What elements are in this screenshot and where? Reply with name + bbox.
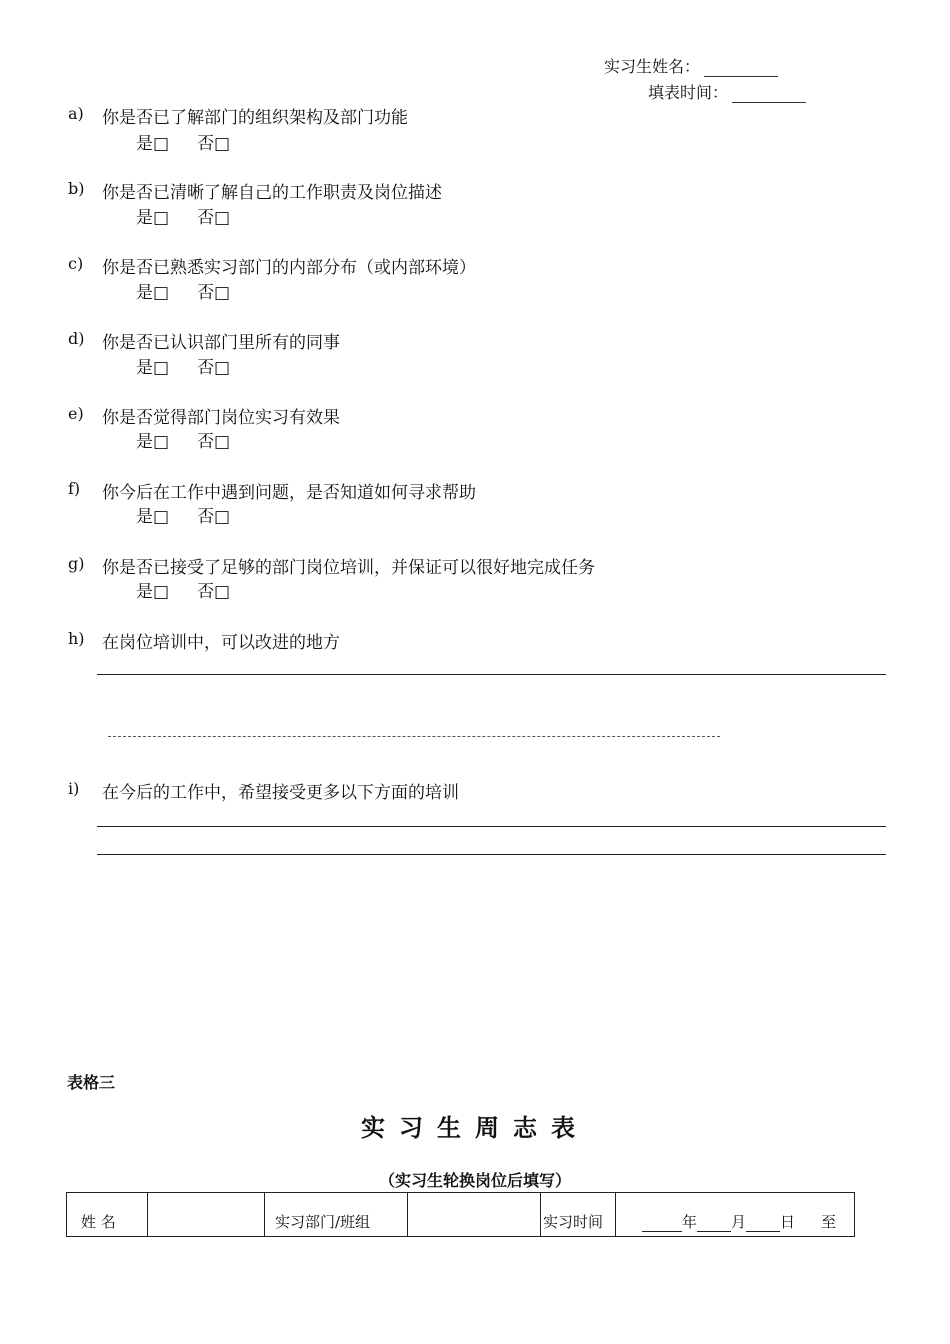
fill-time-label: 填表时间： bbox=[648, 83, 729, 102]
name-value-cell[interactable] bbox=[148, 1193, 265, 1237]
dept-label-cell bbox=[265, 1193, 408, 1237]
question-d-options bbox=[136, 353, 258, 378]
year-field[interactable] bbox=[642, 1217, 682, 1232]
question-g-no[interactable]: 否□ bbox=[197, 582, 231, 602]
form-subtitle: （实习生轮换岗位后填写） bbox=[378, 1171, 571, 1190]
question-a-text: 你是否已了解部门的组织架构及部门功能 bbox=[102, 108, 408, 128]
intern-name-label: 实习生姓名： bbox=[604, 57, 701, 76]
month-field[interactable] bbox=[697, 1217, 731, 1232]
question-a-label: a) bbox=[68, 104, 84, 123]
question-h-text: 在岗位培训中，可以改进的地方 bbox=[102, 633, 340, 653]
time-label-cell bbox=[541, 1193, 616, 1237]
form-title: 实习生周志表 bbox=[361, 1114, 589, 1142]
question-c-no[interactable]: 否□ bbox=[197, 283, 231, 303]
year-label: 年 bbox=[682, 1213, 698, 1231]
question-c-text: 你是否已熟悉实习部门的内部分布（或内部环境） bbox=[102, 258, 476, 278]
question-e-no[interactable]: 否□ bbox=[197, 432, 231, 452]
answer-line-h-2[interactable] bbox=[108, 736, 720, 737]
question-b-options bbox=[136, 203, 258, 228]
question-e-label: e) bbox=[68, 404, 84, 423]
question-a-no[interactable]: 否□ bbox=[197, 134, 231, 154]
question-f-text: 你今后在工作中遇到问题，是否知道如何寻求帮助 bbox=[102, 483, 476, 503]
day-field[interactable] bbox=[746, 1217, 780, 1232]
question-f-label: f) bbox=[68, 479, 81, 498]
dept-label: 实习部门/班组 bbox=[275, 1213, 371, 1231]
name-label-cell bbox=[67, 1193, 148, 1237]
fill-time-row bbox=[648, 80, 806, 103]
table-row bbox=[67, 1193, 855, 1237]
answer-line-i-1[interactable] bbox=[97, 826, 886, 827]
question-c-yes[interactable]: 是□ bbox=[136, 283, 170, 303]
question-g-yes[interactable]: 是□ bbox=[136, 582, 170, 602]
question-f-no[interactable]: 否□ bbox=[197, 507, 231, 527]
question-g-text: 你是否已接受了足够的部门岗位培训，并保证可以很好地完成任务 bbox=[102, 558, 595, 578]
dept-value-cell[interactable] bbox=[408, 1193, 541, 1237]
intern-name-field[interactable] bbox=[704, 62, 778, 77]
question-g-options bbox=[136, 577, 258, 602]
question-d-text: 你是否已认识部门里所有的同事 bbox=[102, 333, 340, 353]
question-f-options bbox=[136, 502, 258, 527]
form-label: 表格三 bbox=[67, 1073, 116, 1092]
question-h-label: h) bbox=[68, 629, 85, 648]
intern-info-table bbox=[66, 1192, 855, 1237]
time-label: 实习时间 bbox=[543, 1213, 604, 1231]
time-value-cell[interactable] bbox=[616, 1193, 855, 1237]
fill-time-field[interactable] bbox=[732, 88, 806, 103]
question-b-yes[interactable]: 是□ bbox=[136, 208, 170, 228]
question-d-no[interactable]: 否□ bbox=[197, 358, 231, 378]
question-g-label: g) bbox=[68, 554, 85, 573]
question-c-options bbox=[136, 278, 258, 303]
question-e-options bbox=[136, 427, 258, 452]
question-i-text: 在今后的工作中，希望接受更多以下方面的培训 bbox=[102, 783, 459, 803]
question-i-label: i) bbox=[68, 779, 80, 798]
question-f-yes[interactable]: 是□ bbox=[136, 507, 170, 527]
question-b-text: 你是否已清晰了解自己的工作职责及岗位描述 bbox=[102, 183, 442, 203]
day-label: 日 bbox=[780, 1213, 796, 1231]
question-a-yes[interactable]: 是□ bbox=[136, 134, 170, 154]
answer-line-i-2[interactable] bbox=[97, 854, 886, 855]
name-label: 姓 名 bbox=[81, 1213, 116, 1231]
question-a-options bbox=[136, 129, 258, 154]
question-c-label: c) bbox=[68, 254, 84, 273]
to-label: 至 bbox=[821, 1213, 837, 1231]
question-b-label: b) bbox=[68, 179, 85, 198]
question-d-label: d) bbox=[68, 329, 85, 348]
question-e-yes[interactable]: 是□ bbox=[136, 432, 170, 452]
month-label: 月 bbox=[731, 1213, 747, 1231]
question-b-no[interactable]: 否□ bbox=[197, 208, 231, 228]
question-e-text: 你是否觉得部门岗位实习有效果 bbox=[102, 408, 340, 428]
question-d-yes[interactable]: 是□ bbox=[136, 358, 170, 378]
intern-name-row bbox=[604, 54, 778, 77]
answer-line-h-1[interactable] bbox=[97, 674, 886, 675]
